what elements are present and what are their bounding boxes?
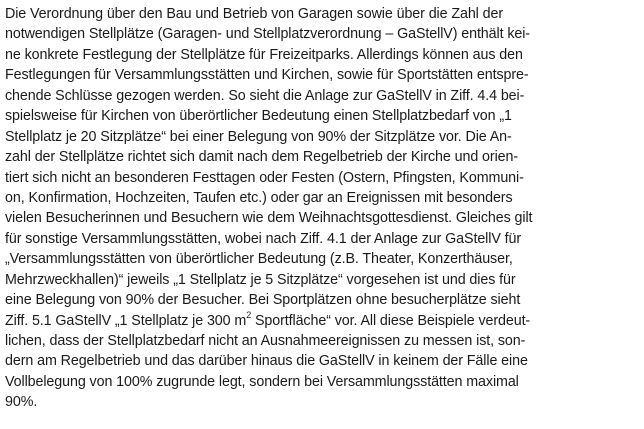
text-line: für sonstige Versammlungsstätten, wobei nach Ziff. 4.1 der Anlage zur GaStellV für — [5, 230, 522, 247]
superscript-two: 2 — [246, 309, 252, 320]
text-line: Festlegungen für Versammlungsstätten und Kirchen, sowie für Sportstätten entspre- — [5, 67, 529, 84]
text-line: 90%. — [5, 394, 38, 411]
document-paragraph — [5, 4, 641, 413]
text-line: Stellplatz je 20 Sitzplätze“ bei einer Belegung von 90% der Sitzplätze vor. Die An- — [5, 128, 512, 145]
text-line: ne konkrete Festlegung der Stellplätze für Freizeitparks. Allerdings können aus den — [5, 46, 523, 63]
text-segment: Ziff. 5.1 GaStellV „1 Stellplatz je 300 m — [5, 312, 247, 329]
text-line: eine Belegung von 90% der Besucher. Bei Sportplätzen ohne besucherplätze sieht — [5, 292, 521, 309]
text-line: spielsweise für Kirchen von überörtlicher Bedeutung einen Stellplatzbedarf von „1 — [5, 108, 512, 125]
text-line: Vollbelegung von 100% zugrunde legt, sondern bei Versammlungsstätten maximal — [5, 373, 519, 390]
text-line: dern am Regelbetrieb und das darüber hinaus die GaStellV in keinem der Fälle eine — [5, 353, 528, 370]
text-segment: Sportfläche“ vor. All diese Beispiele verdeut- — [251, 312, 531, 329]
text-line: on, Konfirmation, Hochzeiten, Taufen etc.) oder gar an Ereignissen mit besonders — [5, 189, 513, 206]
text-line: tiert sich nicht an besonderen Festtagen oder Festen (Ostern, Pfingsten, Kommuni- — [5, 169, 524, 186]
text-line: Die Verordnung über den Bau und Betrieb von Garagen sowie über die Zahl der — [5, 6, 503, 22]
text-line: zahl der Stellplätze richtet sich damit nach dem Regelbetrieb der Kirche und orien- — [5, 149, 519, 166]
text-line: chende Schlüsse gezogen werden. So sieht die Anlage zur GaStellV in Ziff. 4.4 bei- — [5, 87, 525, 104]
text-line: notwendigen Stellplätze (Garagen- und Stellplatzverordnung – GaStellV) enthält kei- — [5, 26, 530, 43]
text-line: vielen Besucherinnen und Besuchern wie dem Weihnachtsgottesdienst. Gleiches gilt — [5, 210, 533, 227]
text-line: „Versammlungsstätten von überörtlicher Bedeutung (z.B. Theater, Konzerthäuser, — [5, 251, 513, 268]
text-line-superscript — [5, 311, 641, 331]
text-line: lichen, dass der Stellplatzbedarf nicht an Ausnahmeereignissen zu messen ist, son- — [5, 333, 526, 349]
text-line: Mehrzweckhallen)“ jeweils „1 Stellplatz je 5 Sitzplätze“ vorgesehen ist und dies für — [5, 271, 516, 288]
